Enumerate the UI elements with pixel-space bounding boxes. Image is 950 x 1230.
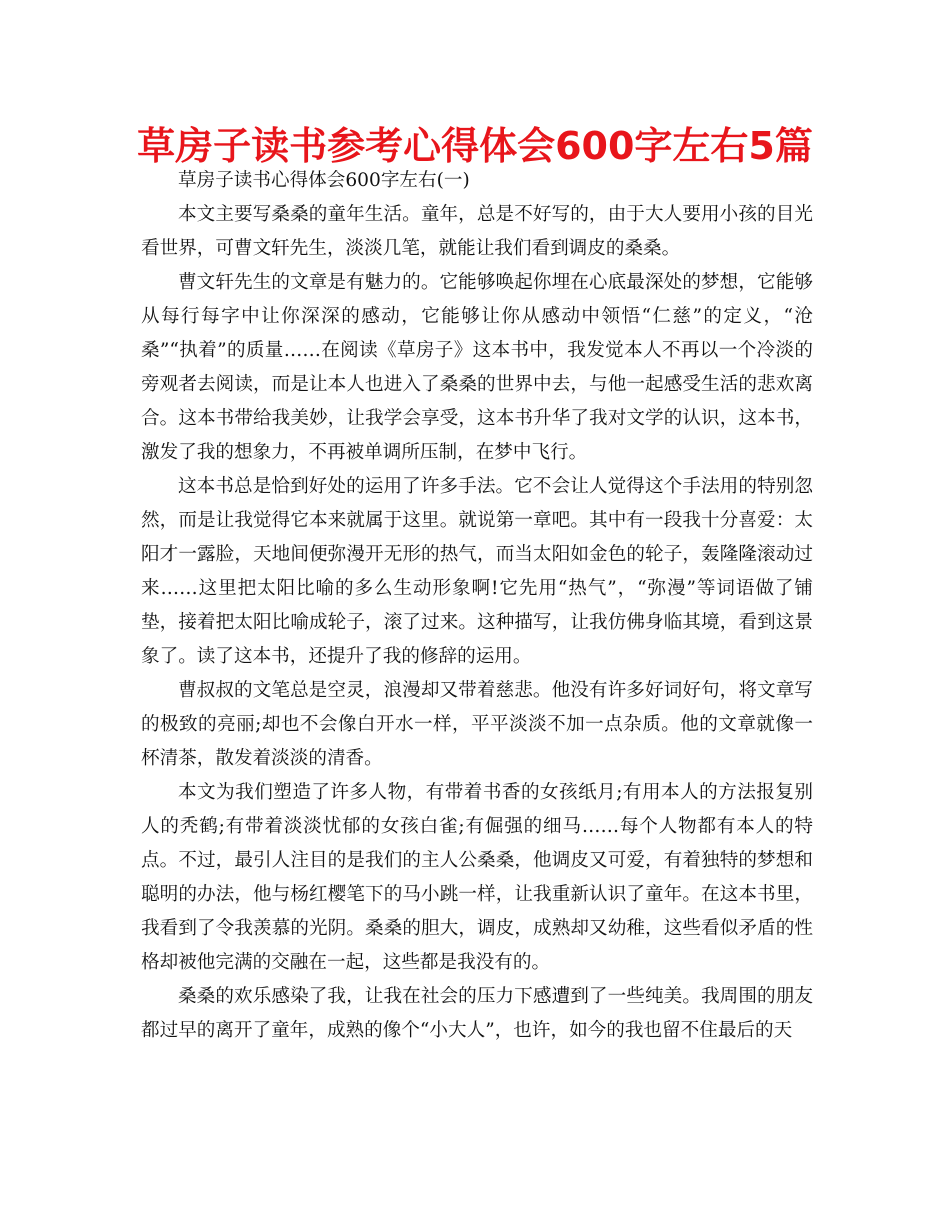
section-subheading: 草房子读书心得体会600字左右(一) [178, 170, 470, 191]
paragraph: 桑桑的欢乐感染了我，让我在社会的压力下感遭到了一些纯美。我周围的朋友都过早的离开了童年，成熟的像个“小大人”，也许，如今的我也留不住最后的天 [141, 986, 813, 1041]
paragraph: 这本书总是恰到好处的运用了许多手法。它不会让人觉得这个手法用的特别忽然，而是让我觉得它本来就属于这里。就说第一章吧。其中有一段我十分喜爱：太阳才一露脸，天地间便弥漫开无形的热气，而当太阳如金色的轮子，轰隆隆滚动过来……这里把太阳比喻的多么生动形象啊!它先用“热气”，“弥漫”等词语做了铺垫，接着把太阳比喻成轮子，滚了过来。这种描写，让我仿佛身临其境，看到这景象了。读了这本书，还提升了我的修辞的运用。 [141, 476, 813, 667]
document-body [141, 164, 813, 1048]
paragraph: 本文主要写桑桑的童年生活。童年，总是不好写的，由于大人要用小孩的目光看世界，可曹文轩先生，淡淡几笔，就能让我们看到调皮的桑桑。 [141, 204, 813, 259]
paragraph: 曹叔叔的文笔总是空灵，浪漫却又带着慈悲。他没有许多好词好句，将文章写的极致的亮丽;却也不会像白开水一样，平平淡淡不加一点杂质。他的文章就像一杯清茶，散发着淡淡的清香。 [141, 680, 813, 769]
paragraph: 本文为我们塑造了许多人物，有带着书香的女孩纸月;有用本人的方法报复别人的秃鹤;有带着淡淡忧郁的女孩白雀;有倔强的细马……每个人物都有本人的特点。不过，最引人注目的是我们的主人公桑桑，他调皮又可爱，有着独特的梦想和聪明的办法，他与杨红樱笔下的马小跳一样，让我重新认识了童年。在这本书里，我看到了令我羡慕的光阴。桑桑的胆大，调皮，成熟却又幼稚，这些看似矛盾的性格却被他完满的交融在一起，这些都是我没有的。 [141, 782, 813, 973]
document-title: 草房子读书参考心得体会600字左右5篇 [137, 124, 813, 168]
paragraph: 曹文轩先生的文章是有魅力的。它能够唤起你埋在心底最深处的梦想，它能够从每行每字中让你深深的感动，它能够让你从感动中领悟“仁慈”的定义，“沧桑”“执着”的质量……在阅读《草房子》这本书中，我发觉本人不再以一个冷淡的旁观者去阅读，而是让本人也进入了桑桑的世界中去，与他一起感受生活的悲欢离合。这本书带给我美妙，让我学会享受，这本书升华了我对文学的认识，这本书，激发了我的想象力，不再被单调所压制，在梦中飞行。 [141, 272, 813, 463]
